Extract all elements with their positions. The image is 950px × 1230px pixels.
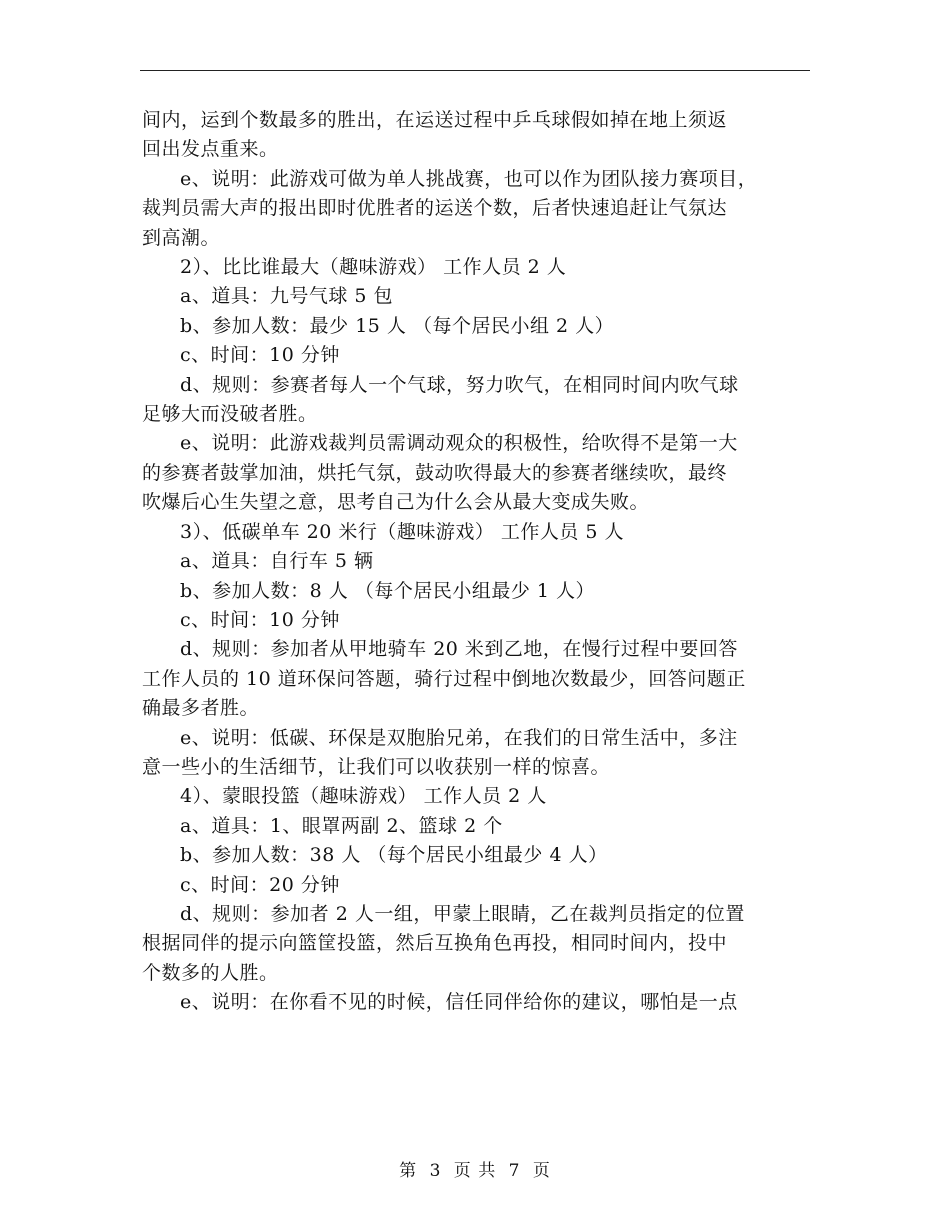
text-line: 到高潮。 [142, 226, 221, 249]
text-line: e、说明：此游戏可做为单人挑战赛，也可以作为团队接力赛项目， [180, 167, 758, 190]
text-line: 裁判员需大声的报出即时优胜者的运送个数，后者快速追赶让气氛达 [142, 197, 728, 220]
header-rule [140, 70, 810, 71]
footer-total-pages: 7 [508, 1161, 521, 1181]
text-line: 3）、低碳单车 20 米行（趣味游戏） 工作人员 5 人 [180, 520, 625, 543]
footer-prefix: 第 [399, 1161, 418, 1181]
text-line: d、规则：参赛者每人一个气球，努力吹气，在相同时间内吹气球 [180, 373, 739, 396]
text-line: c、时间：10 分钟 [180, 608, 340, 631]
text-line: 的参赛者鼓掌加油，烘托气氛，鼓动吹得最大的参赛者继续吹，最终 [142, 461, 728, 484]
text-line: e、说明：此游戏裁判员需调动观众的积极性，给吹得不是第一大 [180, 432, 738, 455]
text-line: d、规则：参加者 2 人一组，甲蒙上眼睛，乙在裁判员指定的位置 [180, 902, 745, 925]
text-line: 确最多者胜。 [142, 697, 260, 720]
text-line: 4）、蒙眼投篮（趣味游戏） 工作人员 2 人 [180, 785, 547, 808]
text-line: a、道具：1、眼罩两副 2、篮球 2 个 [180, 814, 503, 837]
text-line: b、参加人数：8 人 （每个居民小组最少 1 人） [180, 579, 595, 602]
text-line: e、说明：低碳、环保是双胞胎兄弟，在我们的日常生活中，多注 [180, 726, 738, 749]
text-line: a、道具：九号气球 5 包 [180, 285, 393, 308]
footer-suffix: 页 [532, 1161, 551, 1181]
text-line: e、说明：在你看不见的时候，信任同伴给你的建议，哪怕是一点 [180, 991, 738, 1014]
text-line: 间内，运到个数最多的胜出，在运送过程中乒乓球假如掉在地上须返 [142, 109, 728, 131]
text-line: 足够大而没破者胜。 [142, 403, 318, 426]
text-line: c、时间：20 分钟 [180, 873, 340, 896]
text-line: a、道具：自行车 5 辆 [180, 550, 374, 573]
text-line: 吹爆后心生失望之意，思考自己为什么会从最大变成失败。 [142, 491, 650, 514]
text-line: 工作人员的 10 道环保问答题，骑行过程中倒地次数最少，回答问题正 [142, 667, 746, 690]
page-footer [0, 1156, 950, 1181]
footer-middle: 页 共 [453, 1161, 497, 1181]
text-line: c、时间：10 分钟 [180, 344, 340, 367]
text-line: 根据同伴的提示向篮筐投篮，然后互换角色再投，相同时间内，投中 [142, 932, 728, 955]
text-line: 个数多的人胜。 [142, 961, 279, 984]
body-text [142, 106, 814, 1018]
text-line: b、参加人数：38 人 （每个居民小组最少 4 人） [180, 844, 608, 867]
text-line: b、参加人数：最少 15 人 （每个居民小组 2 人） [180, 314, 615, 337]
footer-page-number: 3 [429, 1161, 442, 1181]
text-line: 2）、比比谁最大（趣味游戏） 工作人员 2 人 [180, 256, 567, 279]
text-line: d、规则：参加者从甲地骑车 20 米到乙地，在慢行过程中要回答 [180, 638, 738, 661]
text-line: 意一些小的生活细节，让我们可以收获别一样的惊喜。 [142, 755, 611, 778]
text-line: 回出发点重来。 [142, 138, 279, 161]
